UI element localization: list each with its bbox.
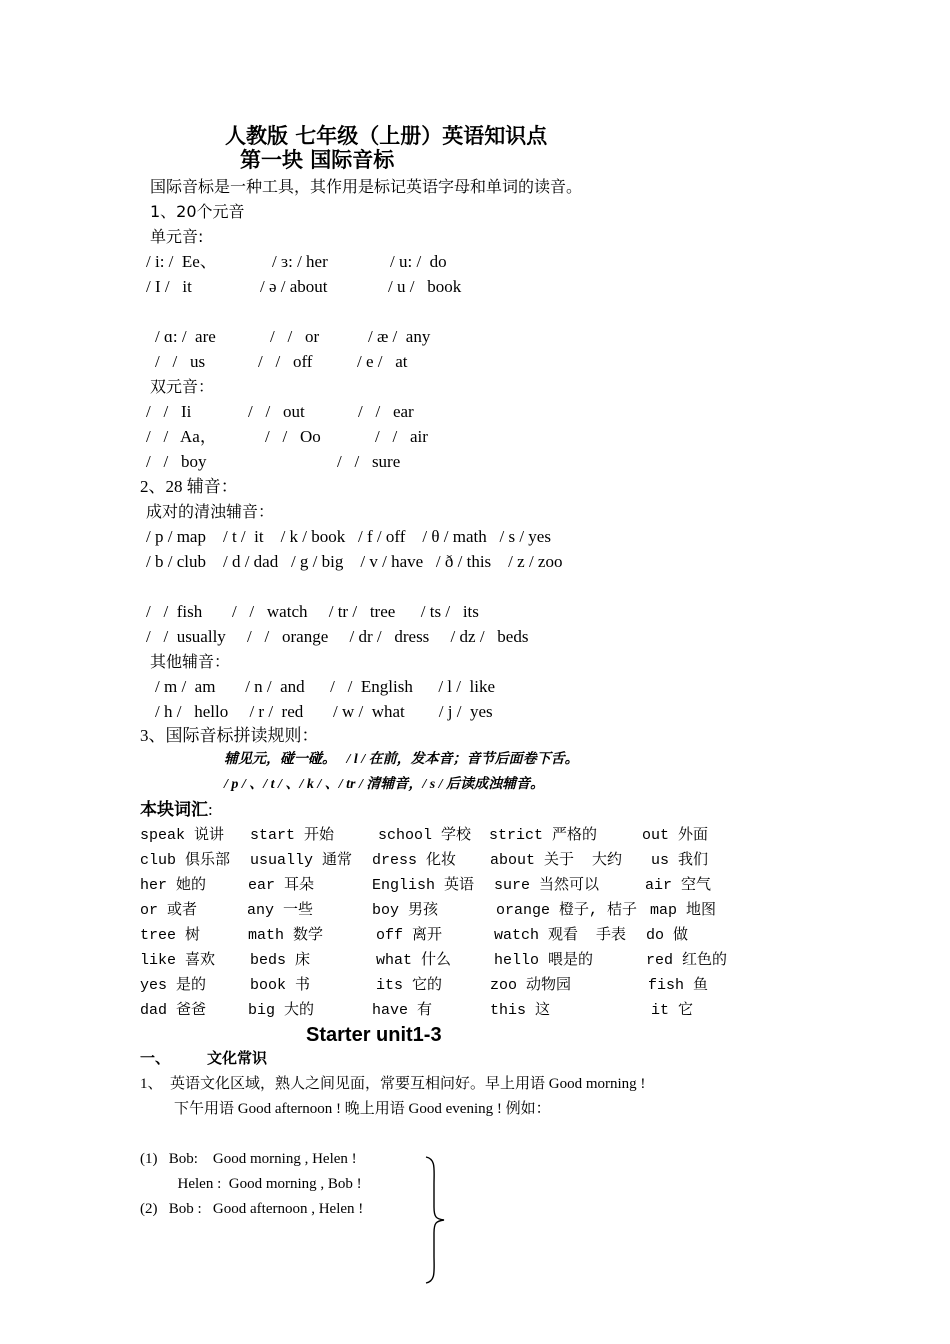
vocab-item: any 一些 [247,902,314,919]
vocab-heading-text: 本块词汇 [140,800,208,819]
vocab-item: sure 当然可以 [494,877,600,894]
vocab-item: start 开始 [250,827,335,844]
right-brace-icon [420,1155,448,1285]
consonant-row: / / usually / / orange / dr / dress / dz / beds [146,627,529,646]
dialog-line: (2) Bob : Good afternoon , Helen ! [140,1201,364,1217]
consonant-row: / b / club / d / dad / g / big / v / have / ð / this / z / zoo [146,552,563,571]
vocab-item: this 这 [490,1002,551,1019]
phoneme-entry: / / or [270,327,320,346]
consonant-row: / p / map / t / it / k / book / f / off / θ / math / s / yes [146,527,551,546]
diphthongs-label: 双元音： [150,377,215,396]
vocab-item: ear 耳朵 [248,877,315,894]
other-consonants-label: 其他辅音： [150,652,231,671]
vocab-item: orange 橙子, 桔子 [496,902,638,919]
vocab-item: zoo 动物园 [490,977,572,994]
phoneme-entry: / u / book [388,277,462,296]
phoneme-entry: / ɜ: / her [272,252,328,271]
vocab-item: English 英语 [372,877,475,894]
consonant-row: / m / am / n / and / / English / l / like [155,677,495,696]
vocab-item: yes 是的 [140,977,207,994]
dialog-line: (1) Bob: Good morning , Helen ! [140,1151,357,1167]
vocab-item: what 什么 [376,952,452,969]
paragraph-line: 英语文化区域，熟人之间见面，常要互相问好。早上用语 Good morning ! [170,1076,646,1092]
vocab-item: like 喜欢 [140,952,216,969]
phoneme-entry: / u: / do [390,252,447,271]
section-heading: 第一块 国际音标 [240,147,395,172]
phoneme-entry: / æ / any [368,327,431,346]
vocab-item: watch 观看 手表 [494,927,627,944]
page-title: 人教版 七年级（上册）英语知识点 [225,123,548,148]
phoneme-entry: / I / it [146,277,192,296]
vocab-item: us 我们 [651,852,709,869]
consonants-heading: 2、28 辅音： [140,477,238,496]
phoneme-entry: / / Oo [265,427,321,446]
phoneme-entry: / / Ii [146,402,192,421]
dialog-line: Helen : Good morning , Bob ! [140,1176,362,1192]
phoneme-entry: / / us [155,352,206,371]
vocab-item: red 红色的 [646,952,728,969]
vocab-item: beds 床 [250,952,311,969]
vocab-item: hello 喂是的 [494,952,594,969]
vowels-heading: 1、20个元音 [150,202,245,221]
phoneme-entry: / ɑ: / are [155,327,216,346]
vocab-item: club 俱乐部 [140,852,231,869]
phoneme-entry: / ə / about [260,277,328,296]
vocab-heading [140,800,213,820]
paragraph-line: 下午用语 Good afternoon ! 晚上用语 Good evening ! 例如： [174,1101,551,1117]
phoneme-entry: / / sure [337,452,401,471]
subsection-title: 文化常识 [207,1051,268,1067]
vocab-item: tree 树 [140,927,201,944]
vocab-item: its 它的 [376,977,443,994]
monophthongs-label: 单元音: [150,227,204,246]
vocab-item: it 它 [651,1002,694,1019]
rule-line: / p / 、/ t / 、/ k / 、/ tr / 清辅音，/ s / 后读成浊辅音。 [224,777,545,792]
vocab-item: air 空气 [645,877,712,894]
pairs-label: 成对的清浊辅音： [146,502,275,521]
phoneme-entry: / / Aa， [146,427,217,446]
vocab-item: out 外面 [642,827,709,844]
vocab-item: fish 鱼 [648,977,709,994]
vocab-item: math 数学 [248,927,324,944]
vocab-item: speak 说讲 [140,827,225,844]
phoneme-entry: / / off [258,352,313,371]
starter-heading: Starter unit1-3 [306,1024,442,1046]
phoneme-entry: / e / at [357,352,408,371]
vocab-item: strict 严格的 [489,827,598,844]
phoneme-entry: / / boy [146,452,207,471]
vocab-item: dad 爸爸 [140,1002,207,1019]
vocab-item: or 或者 [140,902,198,919]
vocab-item: boy 男孩 [372,902,439,919]
vocab-item: map 地图 [650,902,717,919]
consonant-row: / / fish / / watch / tr / tree / ts / its [146,602,479,621]
vocab-item: school 学校 [378,827,472,844]
vocab-item: have 有 [372,1002,433,1019]
phoneme-entry: / / ear [358,402,414,421]
vocab-item: off 离开 [376,927,443,944]
vocab-item: usually 通常 [250,852,353,869]
rules-heading: 3、国际音标拼读规则： [140,726,319,745]
rule-line: 辅见元，碰一碰。 / l / 在前，发本音；音节后面卷下舌。 [224,752,579,767]
vocab-heading-colon: : [208,800,213,819]
vocab-item: big 大的 [248,1002,315,1019]
vocab-item: about 关于 大约 [490,852,623,869]
phoneme-entry: / / air [375,427,428,446]
paragraph-number: 1、 [140,1076,163,1092]
vocab-item: do 做 [646,927,689,944]
phoneme-entry: / / out [248,402,305,421]
vocab-item: her 她的 [140,877,207,894]
phoneme-entry: / i: / Ee、 [146,252,217,271]
intro-text: 国际音标是一种工具，其作用是标记英语字母和单词的读音。 [150,177,583,196]
consonant-row: / h / hello / r / red / w / what / j / yes [155,702,493,721]
subsection-number: 一、 [140,1051,171,1067]
vocab-item: book 书 [250,977,311,994]
vocab-item: dress 化妆 [372,852,457,869]
